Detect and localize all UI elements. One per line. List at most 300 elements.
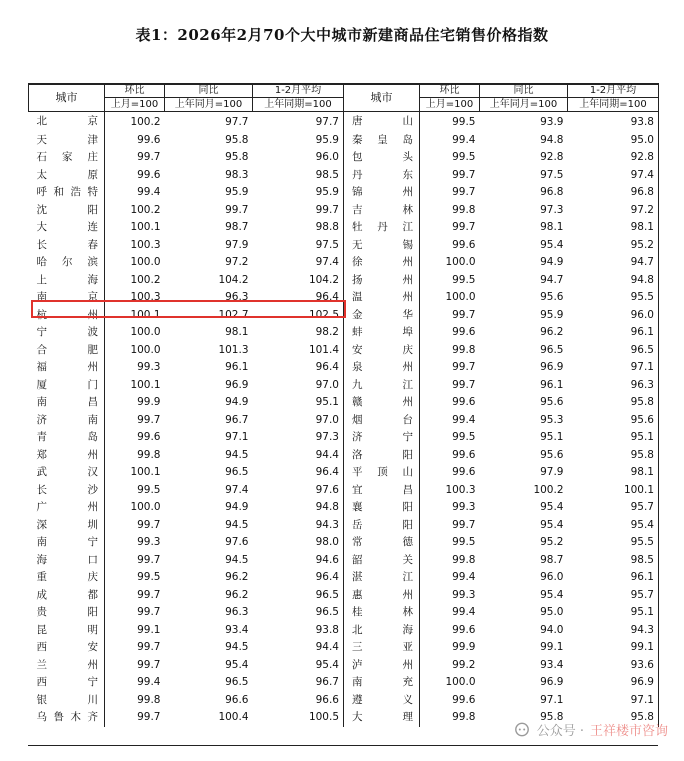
avg-value-left: 96.4 — [253, 464, 344, 482]
avg-value-right: 96.9 — [568, 674, 659, 692]
avg-value-right: 96.1 — [568, 569, 659, 587]
city-name-right: 洛阳 — [344, 447, 420, 465]
city-name-right: 安庆 — [344, 342, 420, 360]
mom-value-right: 99.2 — [452, 658, 476, 671]
table-row — [29, 534, 659, 552]
table-row — [29, 359, 659, 377]
yoy-value-left: 94.9 — [225, 501, 249, 513]
avg-value-right: 97.2 — [568, 202, 659, 220]
yoy-value-right: 95.9 — [540, 308, 564, 321]
yoy-value-right: 100.2 — [533, 483, 564, 496]
yoy-value-left: 97.2 — [225, 256, 249, 268]
city-name-left: 沈阳 — [29, 202, 105, 220]
yoy-value-left: 96.1 — [225, 361, 249, 373]
yoy-value-right: 92.8 — [540, 151, 564, 163]
mom-value-left: 99.8 — [137, 448, 161, 461]
city-name-left: 哈尔滨 — [29, 254, 105, 272]
avg-value-left: 96.4 — [253, 289, 344, 307]
city-name-right: 无锡 — [344, 237, 420, 255]
avg-value-left: 97.6 — [253, 482, 344, 500]
avg-value-right: 98.5 — [568, 552, 659, 570]
table-row — [29, 622, 659, 640]
city-name-right: 丹东 — [344, 167, 420, 185]
watermark-name: 王祥楼市咨询 — [589, 724, 668, 739]
yoy-value-left: 95.9 — [225, 186, 249, 198]
city-name-left: 呼和浩特 — [29, 184, 105, 202]
city-name-right: 泉州 — [344, 359, 420, 377]
yoy-value-right: 99.1 — [540, 641, 564, 653]
avg-value-left: 97.5 — [253, 237, 344, 255]
mom-value-left: 99.7 — [137, 641, 161, 653]
yoy-value-right: 96.8 — [540, 186, 564, 198]
avg-value-left: 97.0 — [253, 412, 344, 430]
avg-value-left: 98.8 — [253, 219, 344, 237]
yoy-value-right: 96.0 — [540, 571, 564, 583]
yoy-value-left: 96.3 — [225, 291, 249, 303]
yoy-value-right: 95.6 — [540, 291, 564, 303]
mom-value-right: 99.4 — [452, 606, 476, 618]
table-row — [29, 219, 659, 237]
table-row — [29, 639, 659, 657]
city-name-left: 宁波 — [29, 324, 105, 342]
mom-value-left: 100.2 — [130, 273, 161, 286]
city-name-right: 牡丹江 — [344, 219, 420, 237]
avg-value-right: 95.8 — [568, 394, 659, 412]
yoy-value-left: 97.7 — [225, 116, 249, 128]
mom-value-left: 99.7 — [137, 553, 161, 566]
header-yoy-right: 同比 — [480, 84, 568, 98]
avg-value-left: 100.5 — [253, 709, 344, 727]
city-name-right: 包头 — [344, 149, 420, 167]
yoy-value-left: 97.4 — [225, 483, 249, 496]
mom-value-right: 99.5 — [452, 116, 476, 128]
avg-value-right: 95.8 — [568, 447, 659, 465]
yoy-value-right: 95.4 — [540, 501, 564, 513]
table-row — [29, 289, 659, 307]
yoy-value-left: 96.2 — [225, 571, 249, 583]
city-name-left: 重庆 — [29, 569, 105, 587]
table-row — [29, 464, 659, 482]
avg-value-right: 95.4 — [568, 517, 659, 535]
yoy-value-left: 96.9 — [225, 378, 249, 391]
avg-value-left: 94.6 — [253, 552, 344, 570]
avg-value-left: 96.5 — [253, 587, 344, 605]
mom-value-left: 100.1 — [130, 466, 161, 478]
city-name-right: 宜昌 — [344, 482, 420, 500]
yoy-value-right: 98.1 — [540, 221, 564, 233]
mom-value-right: 99.4 — [452, 133, 476, 146]
header-city-left: 城市 — [29, 84, 105, 112]
avg-value-right: 95.5 — [568, 534, 659, 552]
avg-value-left: 99.7 — [253, 202, 344, 220]
city-name-left: 银川 — [29, 692, 105, 710]
yoy-value-right: 96.9 — [540, 361, 564, 373]
yoy-value-left: 96.6 — [225, 693, 249, 706]
mom-value-left: 100.2 — [130, 116, 161, 128]
mom-value-right: 100.3 — [445, 483, 476, 496]
city-name-left: 南宁 — [29, 534, 105, 552]
mom-value-left: 99.7 — [137, 588, 161, 601]
avg-value-left: 96.5 — [253, 604, 344, 622]
city-name-left: 青岛 — [29, 429, 105, 447]
avg-value-left: 101.4 — [253, 342, 344, 360]
city-name-right: 南充 — [344, 674, 420, 692]
yoy-value-left: 94.5 — [225, 641, 249, 653]
yoy-value-right: 95.2 — [540, 536, 564, 548]
mom-value-left: 99.5 — [137, 483, 161, 496]
yoy-value-right: 95.4 — [540, 518, 564, 531]
avg-value-right: 95.1 — [568, 429, 659, 447]
mom-value-left: 99.6 — [137, 133, 161, 146]
yoy-value-left: 94.5 — [225, 448, 249, 461]
mom-value-right: 99.7 — [452, 378, 476, 391]
city-name-left: 昆明 — [29, 622, 105, 640]
mom-value-left: 99.7 — [137, 606, 161, 618]
mom-value-right: 99.3 — [452, 588, 476, 601]
city-name-right: 岳阳 — [344, 517, 420, 535]
mom-value-right: 99.7 — [452, 221, 476, 233]
avg-value-left: 96.4 — [253, 359, 344, 377]
mom-value-left: 100.0 — [130, 343, 161, 356]
city-name-right: 徐州 — [344, 254, 420, 272]
city-name-left: 西宁 — [29, 674, 105, 692]
city-name-right: 韶关 — [344, 552, 420, 570]
table-row — [29, 604, 659, 622]
mom-value-left: 99.7 — [137, 151, 161, 163]
city-name-right: 烟台 — [344, 412, 420, 430]
city-name-left: 郑州 — [29, 447, 105, 465]
avg-value-left: 93.8 — [253, 622, 344, 640]
avg-value-right: 96.5 — [568, 342, 659, 360]
avg-value-right: 94.8 — [568, 272, 659, 290]
table-row — [29, 167, 659, 185]
table-row — [29, 237, 659, 255]
table-row — [29, 569, 659, 587]
yoy-value-right: 95.0 — [540, 606, 564, 618]
city-name-right: 金华 — [344, 307, 420, 325]
yoy-value-right: 95.4 — [540, 588, 564, 601]
mom-value-right: 99.7 — [452, 361, 476, 373]
mom-value-right: 99.6 — [452, 238, 476, 251]
city-name-left: 武汉 — [29, 464, 105, 482]
city-name-right: 大理 — [344, 709, 420, 727]
yoy-value-left: 99.7 — [225, 203, 249, 216]
avg-value-left: 97.4 — [253, 254, 344, 272]
header-mom-right: 环比 — [420, 84, 480, 98]
header-avg-left: 1-2月平均 — [253, 84, 344, 98]
city-name-left: 西安 — [29, 639, 105, 657]
mom-value-left: 99.8 — [137, 693, 161, 706]
table-row — [29, 112, 659, 132]
table-row — [29, 377, 659, 395]
avg-value-left: 97.7 — [253, 112, 344, 132]
yoy-value-left: 94.5 — [225, 553, 249, 566]
mom-value-right: 99.6 — [452, 623, 476, 636]
mom-value-left: 99.4 — [137, 676, 161, 688]
city-name-left: 上海 — [29, 272, 105, 290]
mom-value-right: 99.8 — [452, 203, 476, 216]
avg-value-right: 93.6 — [568, 657, 659, 675]
city-name-left: 长春 — [29, 237, 105, 255]
avg-value-left: 97.3 — [253, 429, 344, 447]
city-name-right: 桂林 — [344, 604, 420, 622]
avg-value-left: 98.5 — [253, 167, 344, 185]
city-name-left: 南昌 — [29, 394, 105, 412]
yoy-value-left: 100.4 — [218, 711, 249, 723]
mom-value-left: 99.3 — [137, 536, 161, 548]
city-name-left: 南京 — [29, 289, 105, 307]
mom-value-left: 99.3 — [137, 361, 161, 373]
city-name-left: 深圳 — [29, 517, 105, 535]
yoy-value-right: 96.9 — [540, 676, 564, 688]
city-name-left: 乌鲁木齐 — [29, 709, 105, 727]
table-row — [29, 394, 659, 412]
yoy-value-left: 96.7 — [225, 413, 249, 426]
avg-value-right: 99.1 — [568, 639, 659, 657]
mom-value-right: 99.5 — [452, 273, 476, 286]
watermark-prefix: 公众号 · — [536, 724, 584, 739]
avg-value-right: 98.1 — [568, 219, 659, 237]
table-row — [29, 587, 659, 605]
mom-value-right: 99.4 — [452, 571, 476, 583]
mom-value-left: 100.2 — [130, 203, 161, 216]
yoy-value-left: 104.2 — [218, 273, 249, 286]
avg-value-left: 96.4 — [253, 569, 344, 587]
table-title: 表1：2026年2月70个大中城市新建商品住宅销售价格指数 — [135, 26, 549, 44]
mom-value-left: 99.4 — [137, 186, 161, 198]
mom-value-left: 100.3 — [130, 291, 161, 303]
mom-value-left: 99.7 — [137, 413, 161, 426]
mom-value-right: 99.6 — [452, 396, 476, 408]
yoy-value-left: 98.1 — [225, 326, 249, 338]
city-name-right: 九江 — [344, 377, 420, 395]
table-row — [29, 132, 659, 150]
mom-value-right: 99.7 — [452, 308, 476, 321]
mom-value-right: 99.6 — [452, 448, 476, 461]
mom-value-left: 99.6 — [137, 431, 161, 443]
table-row — [29, 184, 659, 202]
city-name-right: 吉林 — [344, 202, 420, 220]
yoy-value-left: 102.7 — [218, 308, 249, 321]
yoy-value-left: 97.1 — [225, 431, 249, 443]
avg-value-left: 97.0 — [253, 377, 344, 395]
table-row — [29, 517, 659, 535]
avg-value-right: 96.1 — [568, 324, 659, 342]
city-name-right: 襄阳 — [344, 499, 420, 517]
mom-value-left: 100.1 — [130, 221, 161, 233]
avg-value-left: 96.6 — [253, 692, 344, 710]
avg-value-left: 94.4 — [253, 639, 344, 657]
city-name-left: 兰州 — [29, 657, 105, 675]
avg-value-right: 95.8 — [568, 709, 659, 727]
avg-value-left: 95.4 — [253, 657, 344, 675]
yoy-value-left: 95.8 — [225, 133, 249, 146]
yoy-value-left: 94.5 — [225, 518, 249, 531]
watermark — [513, 720, 668, 739]
yoy-value-right: 94.9 — [540, 256, 564, 268]
table-row — [29, 447, 659, 465]
table-row — [29, 499, 659, 517]
table-row — [29, 272, 659, 290]
yoy-value-right: 96.5 — [540, 343, 564, 356]
yoy-value-left: 97.6 — [225, 536, 249, 548]
table-row — [29, 202, 659, 220]
yoy-value-right: 94.7 — [540, 273, 564, 286]
city-name-left: 太原 — [29, 167, 105, 185]
yoy-value-right: 96.2 — [540, 326, 564, 338]
avg-value-left: 94.3 — [253, 517, 344, 535]
mom-value-right: 99.8 — [452, 553, 476, 566]
avg-value-right: 95.7 — [568, 587, 659, 605]
yoy-value-right: 93.4 — [540, 658, 564, 671]
city-name-right: 遵义 — [344, 692, 420, 710]
mom-value-right: 99.8 — [452, 711, 476, 723]
avg-value-right: 97.1 — [568, 359, 659, 377]
yoy-value-right: 93.9 — [540, 116, 564, 128]
yoy-value-left: 95.4 — [225, 658, 249, 671]
yoy-value-right: 95.3 — [540, 413, 564, 426]
yoy-value-right: 94.0 — [540, 623, 564, 636]
city-name-right: 锦州 — [344, 184, 420, 202]
mom-value-left: 100.0 — [130, 326, 161, 338]
avg-value-left: 102.5 — [253, 307, 344, 325]
mom-value-right: 99.6 — [452, 693, 476, 706]
table-row — [29, 429, 659, 447]
yoy-value-left: 98.3 — [225, 168, 249, 181]
mom-value-left: 100.1 — [130, 308, 161, 321]
header-city-right: 城市 — [344, 84, 420, 112]
table-row — [29, 149, 659, 167]
subheader-yoy-right: 上年同月=100 — [480, 98, 568, 112]
city-name-left: 厦门 — [29, 377, 105, 395]
avg-value-right: 98.1 — [568, 464, 659, 482]
mom-value-right: 99.7 — [452, 186, 476, 198]
city-name-right: 济宁 — [344, 429, 420, 447]
yoy-value-left: 97.9 — [225, 238, 249, 251]
avg-value-left: 95.9 — [253, 132, 344, 150]
mom-value-left: 100.3 — [130, 238, 161, 251]
yoy-value-left: 93.4 — [225, 623, 249, 636]
header-yoy-left: 同比 — [165, 84, 253, 98]
yoy-value-right: 96.1 — [540, 378, 564, 391]
city-name-right: 蚌埠 — [344, 324, 420, 342]
yoy-value-left: 95.8 — [225, 151, 249, 163]
yoy-value-left: 94.9 — [225, 396, 249, 408]
mom-value-left: 99.7 — [137, 658, 161, 671]
city-name-left: 北京 — [29, 112, 105, 132]
mom-value-right: 99.8 — [452, 343, 476, 356]
table-row — [29, 657, 659, 675]
mom-value-left: 99.6 — [137, 168, 161, 181]
city-name-right: 秦皇岛 — [344, 132, 420, 150]
avg-value-right: 93.8 — [568, 112, 659, 132]
city-name-right: 赣州 — [344, 394, 420, 412]
city-name-right: 惠州 — [344, 587, 420, 605]
avg-value-right: 95.2 — [568, 237, 659, 255]
mom-value-right: 99.5 — [452, 151, 476, 163]
yoy-value-right: 95.8 — [540, 711, 564, 723]
subheader-yoy-left: 上年同月=100 — [165, 98, 253, 112]
yoy-value-right: 95.6 — [540, 448, 564, 461]
city-name-left: 福州 — [29, 359, 105, 377]
city-name-right: 温州 — [344, 289, 420, 307]
yoy-value-right: 95.1 — [540, 431, 564, 443]
yoy-value-left: 96.5 — [225, 676, 249, 688]
avg-value-right: 95.6 — [568, 412, 659, 430]
city-name-left: 贵阳 — [29, 604, 105, 622]
header-avg-right: 1-2月平均 — [568, 84, 659, 98]
city-name-left: 杭州 — [29, 307, 105, 325]
yoy-value-left: 96.3 — [225, 606, 249, 618]
table-row — [29, 482, 659, 500]
mom-value-left: 99.9 — [137, 396, 161, 408]
mom-value-left: 99.7 — [137, 711, 161, 723]
mom-value-left: 99.7 — [137, 518, 161, 531]
subheader-avg-right: 上年同期=100 — [568, 98, 659, 112]
avg-value-right: 97.4 — [568, 167, 659, 185]
avg-value-right: 95.7 — [568, 499, 659, 517]
avg-value-left: 96.0 — [253, 149, 344, 167]
avg-value-right: 96.8 — [568, 184, 659, 202]
city-name-left: 合肥 — [29, 342, 105, 360]
avg-value-right: 100.1 — [568, 482, 659, 500]
mom-value-right: 99.7 — [452, 168, 476, 181]
avg-value-right: 95.1 — [568, 604, 659, 622]
price-index-table — [28, 83, 659, 727]
avg-value-right: 94.7 — [568, 254, 659, 272]
yoy-value-right: 97.1 — [540, 693, 564, 706]
avg-value-left: 98.0 — [253, 534, 344, 552]
yoy-value-right: 95.4 — [540, 238, 564, 251]
yoy-value-right: 97.5 — [540, 168, 564, 181]
yoy-value-right: 95.6 — [540, 396, 564, 408]
mom-value-right: 99.5 — [452, 536, 476, 548]
avg-value-left: 94.4 — [253, 447, 344, 465]
city-name-left: 长沙 — [29, 482, 105, 500]
mom-value-right: 99.6 — [452, 326, 476, 338]
table-row — [29, 324, 659, 342]
city-name-right: 唐山 — [344, 112, 420, 132]
city-name-left: 石家庄 — [29, 149, 105, 167]
avg-value-left: 95.9 — [253, 184, 344, 202]
city-name-left: 天津 — [29, 132, 105, 150]
yoy-value-right: 97.3 — [540, 203, 564, 216]
mom-value-right: 99.5 — [452, 431, 476, 443]
mom-value-left: 100.0 — [130, 501, 161, 513]
yoy-value-right: 94.8 — [540, 133, 564, 146]
table-row — [29, 674, 659, 692]
mom-value-right: 99.9 — [452, 641, 476, 653]
mom-value-left: 99.5 — [137, 571, 161, 583]
yoy-value-left: 96.5 — [225, 466, 249, 478]
yoy-value-left: 96.2 — [225, 588, 249, 601]
wechat-official-account-icon — [513, 722, 531, 737]
table-row — [29, 552, 659, 570]
avg-value-left: 95.1 — [253, 394, 344, 412]
avg-value-right: 95.0 — [568, 132, 659, 150]
city-name-right: 常德 — [344, 534, 420, 552]
mom-value-left: 100.0 — [130, 256, 161, 268]
mom-value-right: 100.0 — [445, 676, 476, 688]
table-row — [29, 307, 659, 325]
avg-value-left: 94.8 — [253, 499, 344, 517]
city-name-left: 成都 — [29, 587, 105, 605]
table-row — [29, 342, 659, 360]
table-row — [29, 254, 659, 272]
table-row — [29, 412, 659, 430]
city-name-right: 北海 — [344, 622, 420, 640]
yoy-value-left: 98.7 — [225, 221, 249, 233]
